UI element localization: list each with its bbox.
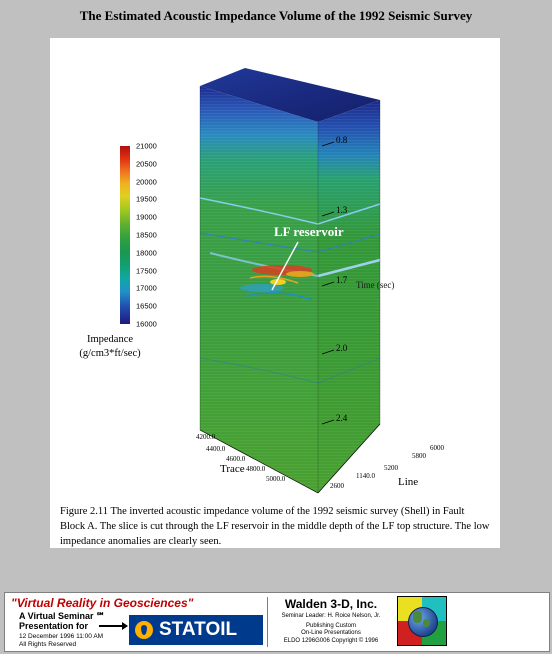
colorbar-gradient	[120, 146, 130, 324]
seminar-datetime: 12 December 1996 11:00 AM	[19, 633, 104, 640]
seminar-title: "Virtual Reality in Geosciences"	[11, 596, 194, 610]
walden-copyright: ELDO 1296G006 Copyright © 1996	[283, 637, 379, 644]
impedance-units: (g/cm3*ft/sec)	[79, 348, 141, 359]
walden-box	[271, 595, 391, 647]
time-axis-label: Time (sec)	[356, 280, 395, 290]
time-tick: 2.4	[336, 413, 348, 423]
colorbar-tick: 17500	[136, 266, 157, 276]
time-tick: 2.0	[336, 343, 348, 353]
seminar-date	[19, 633, 103, 649]
colorbar-tick: 19000	[136, 212, 157, 222]
time-tick: 0.8	[336, 135, 348, 145]
time-tick: 1.3	[336, 205, 348, 215]
figure-caption: Figure 2.11 The inverted acoustic impedance volume of the 1992 seismic survey (Shell) in Fault Block A. The slice is cut through the LF reservoir in the middle depth of the LF top structure. The low impedance anomalies are clearly seen.	[60, 506, 490, 547]
line-tick: 1140.0	[356, 472, 375, 480]
footer-banner	[4, 592, 550, 652]
seminar-presentation: Presentation for	[19, 621, 89, 631]
page-title: The Estimated Acoustic Impedance Volume of the 1992 Seismic Survey	[79, 8, 473, 23]
line-tick: 2600	[330, 482, 344, 490]
trace-tick: 4400.0	[206, 445, 226, 453]
walden-title: Walden 3-D, Inc.	[284, 597, 378, 611]
colorbar-tick: 16000	[136, 319, 157, 329]
walden-online: On-Line Presentations	[301, 630, 361, 636]
seminar-box	[7, 595, 265, 647]
divider	[267, 597, 268, 647]
walden-publishing: Publishing Custom	[305, 622, 357, 629]
colorbar-tick: 17000	[136, 283, 157, 293]
reservoir-label: LF reservoir	[274, 224, 344, 239]
seminar-subtitle: A Virtual Seminar ℠	[19, 611, 106, 621]
impedance-label	[50, 333, 170, 361]
figure-panel	[50, 38, 500, 548]
seminar-rights: All Rights Reserved	[19, 641, 77, 648]
colorbar-tick: 20500	[136, 159, 157, 169]
colorbar-tick: 20000	[136, 177, 157, 187]
colorbar-tick: 18000	[136, 248, 157, 258]
trace-tick: 4200.0	[196, 433, 216, 441]
trace-axis-label: Trace	[220, 463, 245, 475]
trace-tick: 4600.0	[226, 455, 246, 463]
sponsor-logo[interactable]	[129, 615, 263, 645]
line-axis-label: Line	[398, 476, 419, 488]
arrow-icon	[99, 625, 123, 627]
colorbar-tick: 21000	[136, 141, 157, 151]
sponsor-name: STATOIL	[159, 619, 238, 640]
impedance-title: Impedance	[86, 334, 134, 345]
line-tick: 6000	[430, 444, 444, 452]
colorbar-tick: 18500	[136, 230, 157, 240]
trace-tick: 4800.0	[246, 465, 266, 473]
walden-leader: Seminar Leader: H. Roice Nelson, Jr.	[281, 613, 381, 619]
trace-tick: 5000.0	[266, 475, 286, 483]
statoil-drop-icon	[135, 621, 153, 639]
time-tick: 1.7	[336, 275, 348, 285]
colorbar-tick: 19500	[136, 194, 157, 204]
line-tick: 5200	[384, 464, 398, 472]
line-tick: 5800	[412, 452, 426, 460]
seismic-volume	[50, 38, 500, 548]
globe-logo	[397, 596, 447, 646]
colorbar-tick: 16500	[136, 301, 157, 311]
